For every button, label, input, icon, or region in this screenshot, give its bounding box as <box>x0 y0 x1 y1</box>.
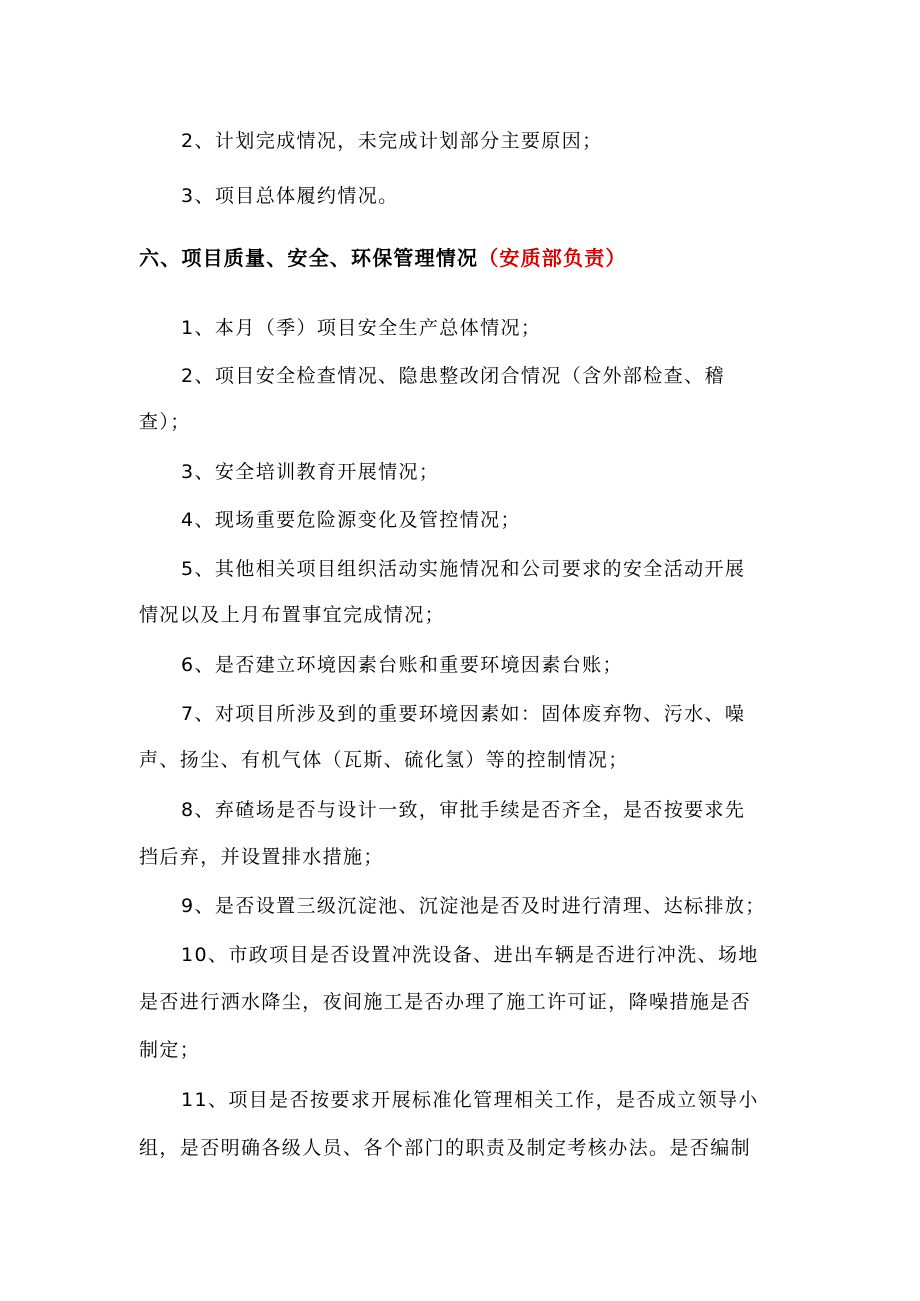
list-item-4: 4、现场重要危险源变化及管控情况； <box>181 509 521 531</box>
list-item-2-continued: 查）； <box>139 411 191 433</box>
list-item-7: 7、对项目所涉及到的重要环境因素如：固体废弃物、污水、噪 <box>181 703 746 725</box>
contract-performance-item: 3、项目总体履约情况。 <box>181 185 399 207</box>
plan-completion-item: 2、计划完成情况，未完成计划部分主要原因； <box>181 130 603 152</box>
list-item-9: 9、是否设置三级沉淀池、沉淀池是否及时进行清理、达标排放； <box>181 895 766 917</box>
list-item-5-continued: 情况以及上月布置事宜完成情况； <box>139 604 446 626</box>
responsible-department: （安质部负责） <box>478 246 627 270</box>
list-item-5: 5、其他相关项目组织活动实施情况和公司要求的安全活动开展 <box>181 558 746 580</box>
list-item-2: 2、项目安全检查情况、隐患整改闭合情况（含外部检查、稽 <box>181 365 725 387</box>
list-item-3: 3、安全培训教育开展情况； <box>181 461 440 483</box>
section-heading <box>139 246 789 270</box>
list-item-11: 11、项目是否按要求开展标准化管理相关工作，是否成立领导小 <box>181 1089 759 1111</box>
list-item-1: 1、本月（季）项目安全生产总体情况； <box>181 317 542 339</box>
list-item-10-continued: 是否进行洒水降尘，夜间施工是否办理了施工许可证，降噪措施是否 <box>139 991 752 1013</box>
list-item-11-continued: 组，是否明确各级人员、各个部门的职责及制定考核办法。是否编制 <box>139 1137 752 1159</box>
section-heading-title: 六、项目质量、安全、环保管理情况 <box>139 246 479 270</box>
list-item-10-continued-2: 制定； <box>139 1039 201 1061</box>
list-item-6: 6、是否建立环境因素台账和重要环境因素台账； <box>181 654 623 676</box>
list-item-7-continued: 声、扬尘、有机气体（瓦斯、硫化氢）等的控制情况； <box>139 749 629 771</box>
list-item-8: 8、弃碴场是否与设计一致，审批手续是否齐全，是否按要求先 <box>181 799 746 821</box>
list-item-10: 10、市政项目是否设置冲洗设备、进出车辆是否进行冲洗、场地 <box>181 944 759 966</box>
list-item-8-continued: 挡后弃，并设置排水措施； <box>139 846 384 868</box>
